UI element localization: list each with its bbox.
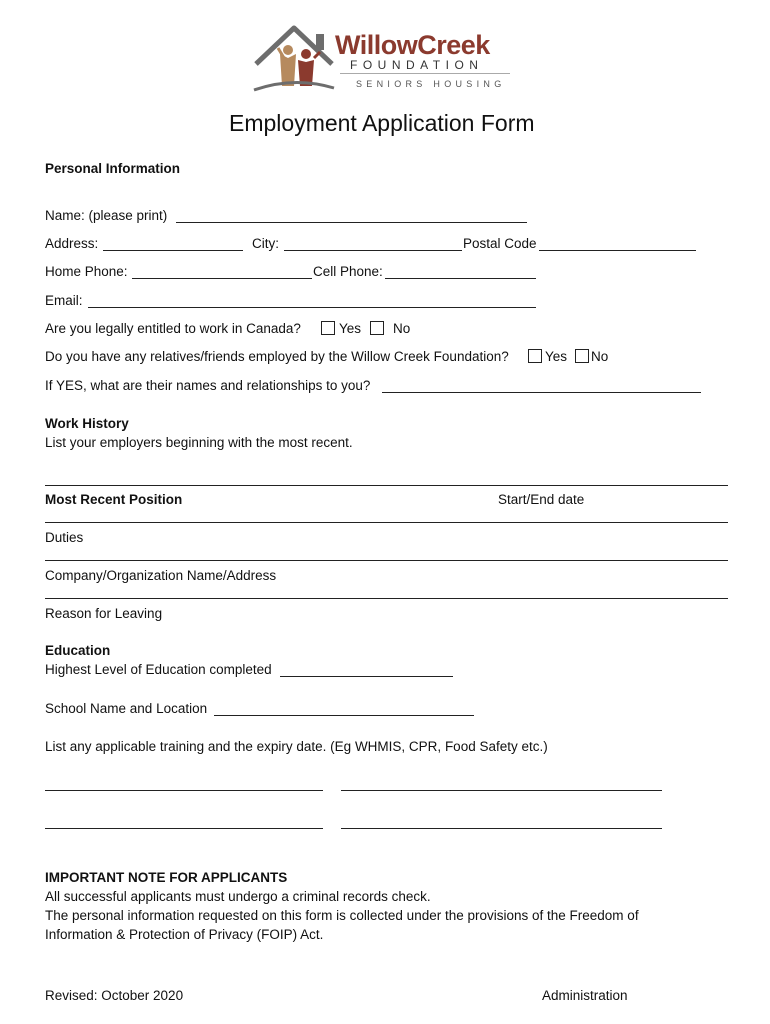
form-title: Employment Application Form: [229, 110, 535, 136]
logo-divider: [340, 73, 510, 74]
company-field[interactable]: [45, 598, 728, 599]
relatives-no-label: No: [591, 349, 609, 364]
logo-foundation: FOUNDATION: [350, 58, 484, 72]
training-field-1b[interactable]: [341, 790, 662, 791]
relatives-names-label: If YES, what are their names and relationships to you?: [45, 378, 371, 393]
postal-code-field[interactable]: [539, 250, 696, 251]
house-logo-icon: [252, 24, 336, 96]
city-field[interactable]: [284, 250, 462, 251]
reason-for-leaving-label: Reason for Leaving: [45, 606, 163, 621]
home-phone-label: Home Phone:: [45, 264, 128, 279]
training-field-2a[interactable]: [45, 828, 323, 829]
cell-phone-label: Cell Phone:: [313, 264, 383, 279]
eligibility-yes-label: Yes: [339, 321, 362, 336]
note-line-3: Information & Protection of Privacy (FOIP) Act.: [45, 927, 324, 942]
home-phone-field[interactable]: [132, 278, 312, 279]
personal-info-heading: Personal Information: [45, 161, 181, 176]
cell-phone-field[interactable]: [385, 278, 536, 279]
note-line-1: All successful applicants must undergo a criminal records check.: [45, 889, 431, 904]
position-field[interactable]: [45, 522, 728, 523]
start-end-date-label: Start/End date: [498, 492, 585, 507]
highest-education-field[interactable]: [280, 676, 453, 677]
relatives-yes-label: Yes: [545, 349, 568, 364]
highest-education-label: Highest Level of Education completed: [45, 662, 272, 677]
eligibility-yes-checkbox[interactable]: [321, 321, 335, 335]
logo-tagline: SENIORS HOUSING: [356, 79, 506, 89]
email-field[interactable]: [88, 307, 536, 308]
eligibility-no-checkbox[interactable]: [370, 321, 384, 335]
relatives-no-checkbox[interactable]: [575, 349, 589, 363]
note-line-2: The personal information requested on this form is collected under the provisions of the Freedom of: [45, 908, 639, 923]
name-label: Name: (please print): [45, 208, 168, 223]
education-heading: Education: [45, 643, 111, 658]
training-field-2b[interactable]: [341, 828, 662, 829]
school-label: School Name and Location: [45, 701, 208, 716]
relatives-names-field[interactable]: [382, 392, 701, 393]
duties-label: Duties: [45, 530, 84, 545]
training-field-1a[interactable]: [45, 790, 323, 791]
training-label: List any applicable training and the expiry date. (Eg WHMIS, CPR, Food Safety etc.): [45, 739, 548, 754]
relatives-question: Do you have any relatives/friends employed by the Willow Creek Foundation?: [45, 349, 509, 364]
address-field[interactable]: [103, 250, 243, 251]
school-field[interactable]: [214, 715, 474, 716]
logo-title: WillowCreek: [335, 30, 490, 60]
important-note-heading: IMPORTANT NOTE FOR APPLICANTS: [45, 870, 288, 885]
name-field[interactable]: [176, 222, 527, 223]
work-history-heading: Work History: [45, 416, 129, 431]
postal-code-label: Postal Code: [463, 236, 537, 251]
revised-date: Revised: October 2020: [45, 988, 184, 1003]
duties-field[interactable]: [45, 560, 728, 561]
work-eligibility-question: Are you legally entitled to work in Canada?: [45, 321, 301, 336]
work-divider-1: [45, 485, 728, 486]
address-label: Address:: [45, 236, 99, 251]
most-recent-position-label: Most Recent Position: [45, 492, 183, 507]
administration-label: Administration: [542, 988, 628, 1003]
eligibility-no-label: No: [393, 321, 411, 336]
company-label: Company/Organization Name/Address: [45, 568, 277, 583]
relatives-yes-checkbox[interactable]: [528, 349, 542, 363]
work-history-instruction: List your employers beginning with the most recent.: [45, 435, 353, 450]
city-label: City:: [252, 236, 279, 251]
email-label: Email:: [45, 293, 83, 308]
